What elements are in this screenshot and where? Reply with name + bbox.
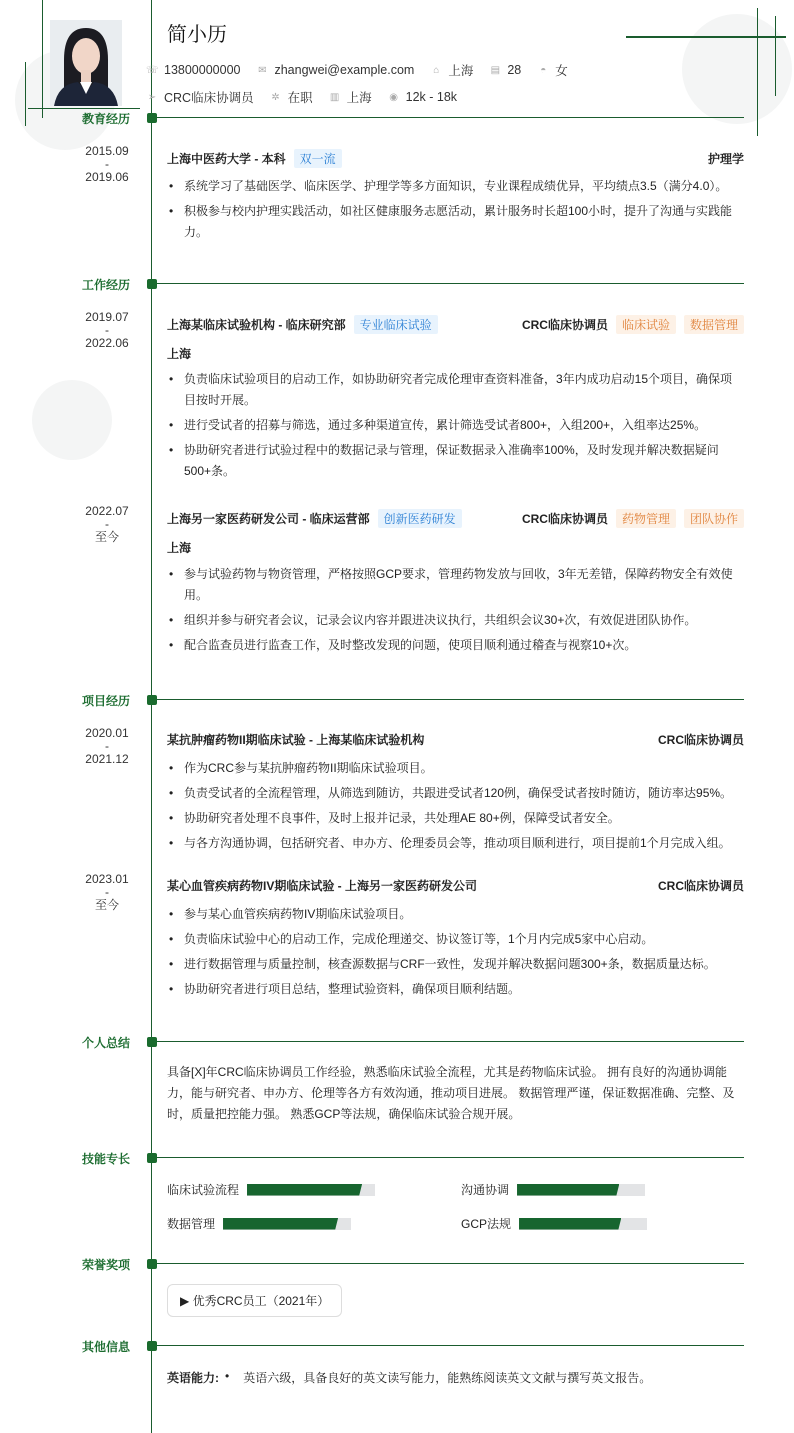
list-item: • 协助研究者进行试验过程中的数据记录与管理，保证数据录入准确率100%，及时发现并解决数据疑问500+条。 — [167, 440, 737, 482]
skill-item: 沟通协调 — [461, 1181, 645, 1198]
skill-item: 临床试验流程 — [167, 1181, 375, 1198]
skill-bar — [519, 1218, 647, 1230]
decor-line — [28, 108, 140, 109]
other-info-row: 英语能力: • 英语六级，具备良好的英文读写能力，能熟练阅读英文文献与撰写英文报告。 — [167, 1369, 652, 1385]
decor-circle — [32, 380, 112, 460]
skill-tag: 药物管理 — [616, 509, 676, 528]
list-item: • 作为CRC参与某抗肿瘤药物II期临床试验项目。 — [167, 758, 737, 779]
skill-item: 数据管理 — [167, 1215, 351, 1232]
work-header — [167, 509, 744, 528]
school: 上海中医药大学 - 本科 — [167, 152, 286, 166]
section-divider — [157, 699, 744, 700]
education-header — [167, 149, 744, 168]
company-tag: 创新医药研发 — [378, 509, 462, 528]
list-item: • 与各方沟通协调，包括研究者、申办方、伦理委员会等，推动项目顺利进行，项目提前1个月完成入组。 — [167, 833, 737, 854]
summary-text: 具备[X]年CRC临床协调员工作经验，熟悉临床试验全流程，尤其是药物临床试验。 拥有良好的沟通协调能力，能与研究者、申办方、伦理等各方有效沟通，推动项目进展。 数据管理严谨，保证数据准确、完整、及时，质量把控能力强。 熟悉GCP等法规，确保临床试验合规开展。 — [167, 1065, 735, 1121]
project-title: 某抗肿瘤药物II期临床试验 - 上海某临床试验机构 — [167, 733, 425, 747]
date-range: 2015.09 - 2019.06 — [85, 144, 129, 184]
skill-tag: 数据管理 — [684, 315, 744, 334]
list-item: • 组织并参与研究者会议，记录会议内容并跟进决议执行，共组织会议30+次，有效促进团队协作。 — [167, 610, 737, 631]
section-marker — [147, 695, 157, 705]
triangle-right-icon: ▶ — [180, 1294, 190, 1308]
list-item: • 进行受试者的招募与筛选，通过多种渠道宣传，累计筛选受试者800+，入组200+，入组率达25%。 — [167, 415, 737, 436]
role: CRC临床协调员 — [658, 879, 744, 893]
section-divider — [157, 1157, 744, 1158]
home-icon: ⌂ — [433, 64, 440, 76]
status-icon: ✲ — [271, 91, 280, 103]
project-bullets — [167, 904, 737, 1004]
company-tag: 专业临床试验 — [354, 315, 438, 334]
date-range: 2020.01 - 2021.12 — [85, 726, 129, 766]
job-target: CRC临床协调员 — [164, 91, 254, 105]
list-item: • 积极参与校内护理实践活动，如社区健康服务志愿活动，累计服务时长超100小时，提升了沟通与实践能力。 — [167, 201, 737, 243]
work-bullets — [167, 564, 737, 660]
project-header — [167, 877, 744, 894]
date-range: 2019.07 - 2022.06 — [85, 310, 129, 350]
section-marker — [147, 113, 157, 123]
list-item: • 负责受试者的全流程管理，从筛选到随访，共跟进受试者120例，确保受试者按时随访，随访率达95%。 — [167, 783, 737, 804]
avatar-photo — [50, 20, 122, 106]
timeline-line — [151, 0, 152, 1433]
salary-icon: ◉ — [389, 91, 398, 103]
section-divider — [157, 1041, 744, 1042]
project-bullets — [167, 758, 737, 858]
decor-line — [757, 8, 758, 136]
list-item: • 协助研究者处理不良事件，及时上报并记录，共处理AE 80+例，保障受试者安全。 — [167, 808, 737, 829]
target-city: 上海 — [346, 91, 372, 105]
company: 上海某临床试验机构 - 临床研究部 — [167, 318, 346, 332]
section-title-other: 其他信息 — [81, 1340, 130, 1354]
phone: 13800000000 — [164, 63, 241, 77]
section-divider — [157, 1345, 744, 1346]
skill-bar-fill — [519, 1218, 621, 1230]
list-item: • 参与试验药物与物资管理，严格按照GCP要求，管理药物发放与回收，3年无差错，保障药物安全有效使用。 — [167, 564, 737, 606]
skill-bar — [223, 1218, 351, 1230]
section-title-honors: 荣誉奖项 — [81, 1258, 130, 1272]
list-item: • 进行数据管理与质量控制，核查源数据与CRF一致性，发现并解决数据问题300+条，数据质量达标。 — [167, 954, 737, 975]
section-title-projects: 项目经历 — [81, 694, 130, 708]
decor-line — [775, 16, 776, 96]
section-title-skills: 技能专长 — [81, 1152, 130, 1166]
skill-tag: 团队协作 — [684, 509, 744, 528]
honor-item[interactable]: ▶ 优秀CRC员工（2021年） — [167, 1284, 342, 1317]
english-label: 英语能力: — [167, 1371, 219, 1385]
section-divider — [157, 117, 744, 118]
skill-bar — [247, 1184, 375, 1196]
gender: 女 — [555, 64, 568, 78]
age: 28 — [507, 63, 522, 77]
english-text: 英语六级，具备良好的英文读写能力，能熟练阅读英文文献与撰写英文报告。 — [243, 1371, 652, 1385]
role: CRC临床协调员 — [658, 733, 744, 747]
section-divider — [157, 283, 744, 284]
role: CRC临床协调员 — [521, 318, 608, 332]
list-item: • 配合监查员进行监查工作，及时整改发现的问题，使项目顺利通过稽查与视察10+次。 — [167, 635, 737, 656]
send-icon: ➢ — [147, 91, 157, 103]
list-item: • 负责临床试验中心的启动工作，完成伦理递交、协议签订等，1个月内完成5家中心启动。 — [167, 929, 737, 950]
section-marker — [147, 1037, 157, 1047]
date-range: 2023.01 - 至今 — [85, 872, 129, 912]
skill-bar — [517, 1184, 645, 1196]
list-item: • 协助研究者进行项目总结，整理试验资料，确保项目顺利结题。 — [167, 979, 737, 1000]
section-marker — [147, 279, 157, 289]
school-tag: 双一流 — [294, 149, 342, 168]
decor-line — [626, 36, 786, 38]
section-marker — [147, 1259, 157, 1269]
work-header — [167, 315, 744, 334]
section-title-work: 工作经历 — [81, 278, 130, 292]
section-marker — [147, 1341, 157, 1351]
list-item: • 系统学习了基础医学、临床医学、护理学等多方面知识，专业课程成绩优异，平均绩点3.5（满分4.0）。 — [167, 176, 737, 197]
job-status: 在职 — [287, 91, 313, 105]
phone-icon: ☏ — [146, 64, 159, 76]
section-divider — [157, 1263, 744, 1264]
project-header — [167, 731, 744, 748]
section-title-summary: 个人总结 — [81, 1036, 130, 1050]
work-city: 上海 — [167, 347, 192, 361]
email-icon: ✉ — [258, 64, 267, 76]
date-range: 2022.07 - 至今 — [85, 504, 129, 544]
work-city: 上海 — [167, 541, 192, 555]
skill-item: GCP法规 — [461, 1215, 647, 1232]
candidate-name: 简小历 — [167, 24, 227, 46]
building-icon: ▥ — [329, 91, 340, 103]
major: 护理学 — [707, 152, 744, 166]
gender-icon: ◓ — [540, 64, 547, 76]
skill-bar-fill — [223, 1218, 338, 1230]
skill-bar-fill — [247, 1184, 362, 1196]
decor-line — [25, 62, 26, 126]
list-item: • 负责临床试验项目的启动工作，如协助研究者完成伦理审查资料准备，3年内成功启动15个项目，确保项目按时开展。 — [167, 369, 737, 411]
skill-bar-fill — [517, 1184, 619, 1196]
role: CRC临床协调员 — [521, 512, 608, 526]
skill-tag: 临床试验 — [616, 315, 676, 334]
email: zhangwei@example.com — [274, 63, 415, 77]
section-title-education: 教育经历 — [81, 112, 130, 126]
salary: 12k - 18k — [405, 90, 458, 104]
education-bullets — [167, 176, 737, 247]
list-item: • 参与某心血管疾病药物IV期临床试验项目。 — [167, 904, 737, 925]
company: 上海另一家医药研发公司 - 临床运营部 — [167, 512, 370, 526]
decor-line — [42, 0, 43, 118]
work-bullets — [167, 369, 737, 486]
section-marker — [147, 1153, 157, 1163]
location: 上海 — [448, 64, 474, 78]
project-title: 某心血管疾病药物IV期临床试验 - 上海另一家医药研发公司 — [167, 879, 478, 893]
age-icon: ▤ — [490, 64, 501, 76]
